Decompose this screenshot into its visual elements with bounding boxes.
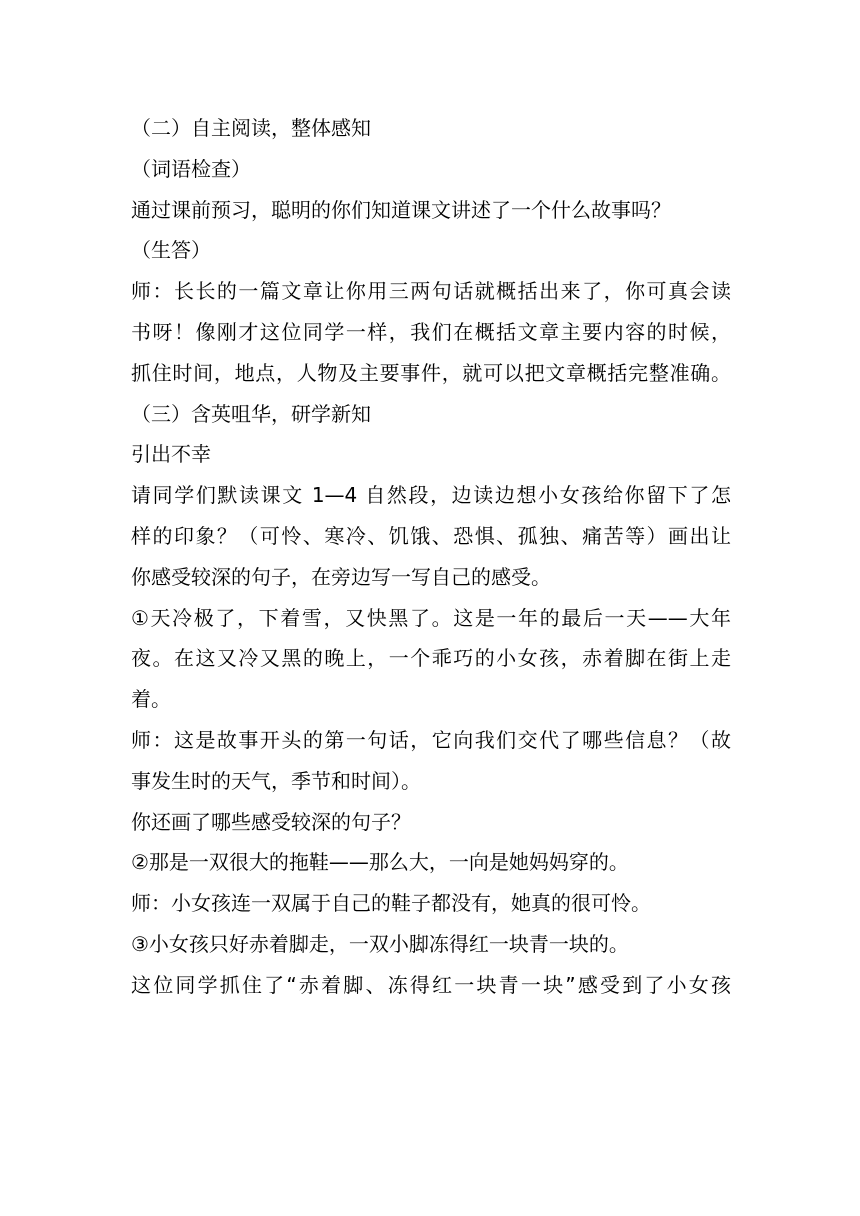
text-line: 引出不幸 xyxy=(131,442,211,467)
text-line: ①天冷极了，下着雪，又快黑了。这是一年的最后一天——大年 xyxy=(131,605,731,630)
text-line: 你还画了哪些感受较深的句子？ xyxy=(131,809,411,834)
text-line: 夜。在这又冷又黑的晚上，一个乖巧的小女孩，赤着脚在街上走 xyxy=(131,646,731,671)
text-line: 着。 xyxy=(131,687,171,712)
text-line: ③小女孩只好赤着脚走，一双小脚冻得红一块青一块的。 xyxy=(131,931,629,956)
text-line: 事发生时的天气，季节和时间）。 xyxy=(131,768,421,793)
text-line: 师：这是故事开头的第一句话，它向我们交代了哪些信息？（故 xyxy=(131,727,731,752)
text-line: 师：小女孩连一双属于自己的鞋子都没有，她真的很可怜。 xyxy=(131,891,651,916)
text-line: 通过课前预习，聪明的你们知道课文讲述了一个什么故事吗？ xyxy=(131,197,671,222)
text-line: 抓住时间，地点，人物及主要事件，就可以把文章概括完整准确。 xyxy=(131,360,731,385)
text-line: 这位同学抓住了“赤着脚、冻得红一块青一块”感受到了小女孩 xyxy=(131,972,731,997)
text-line: 师：长长的一篇文章让你用三两句话就概括出来了，你可真会读 xyxy=(131,279,731,304)
text-line: （生答） xyxy=(131,238,211,263)
text-line: ②那是一双很大的拖鞋——那么大，一向是她妈妈穿的。 xyxy=(131,850,629,875)
text-line: 样的印象？（可怜、寒冷、饥饿、恐惧、孤独、痛苦等）画出让 xyxy=(131,523,731,548)
text-line: （三）含英咀华，研学新知 xyxy=(131,401,371,426)
document-body xyxy=(131,108,731,1006)
text-line: （二）自主阅读，整体感知 xyxy=(131,116,371,140)
text-line: （词语检查） xyxy=(131,156,251,181)
text-line: 你感受较深的句子，在旁边写一写自己的感受。 xyxy=(131,564,551,589)
text-line: 书呀！像刚才这位同学一样，我们在概括文章主要内容的时候， xyxy=(131,319,731,344)
text-line: 请同学们默读课文 1—4 自然段，边读边想小女孩给你留下了怎 xyxy=(131,483,731,508)
